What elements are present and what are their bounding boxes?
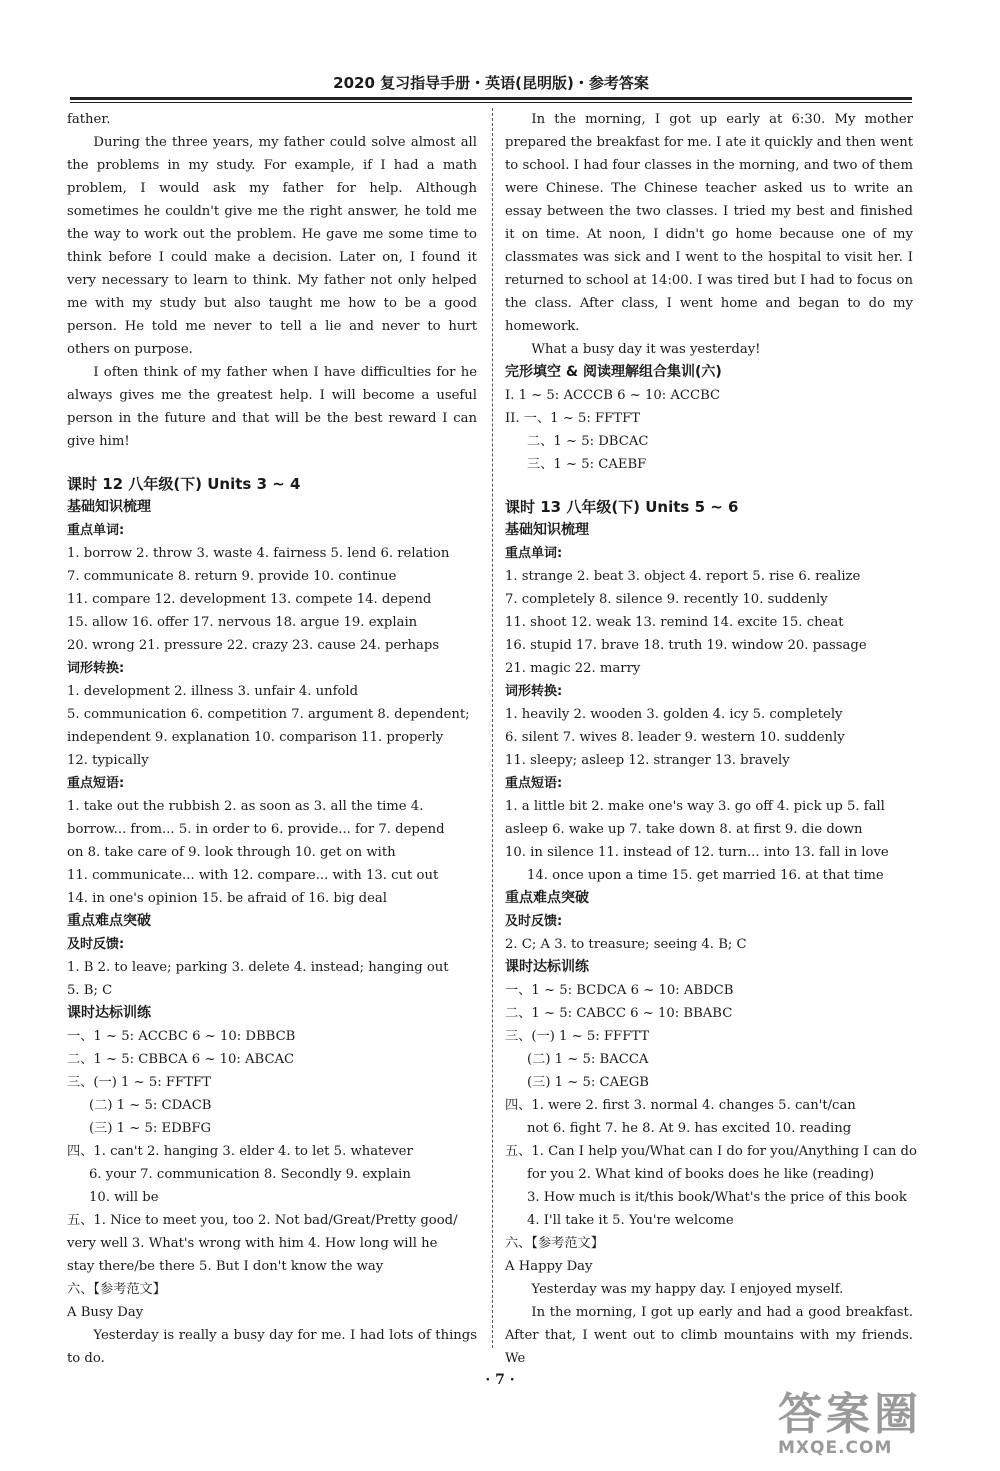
forms-label: 词形转换: (67, 661, 125, 676)
feedback-label: 及时反馈: (67, 937, 125, 952)
column-divider (492, 108, 493, 1348)
essay-paragraph: Yesterday is really a busy day for me. I had lots of things to do. (67, 1328, 477, 1366)
answer-line: 四、1. were 2. first 3. normal 4. changes 5. can't/can (505, 1098, 856, 1113)
essay-paragraph: During the three years, my father could solve almost all the problems in my study. For example, if I had a math problem, I would ask my father for help. Although sometimes he couldn't give me the right answer, he told me the way to work out the problem. He gave me some time to think before I could make a decision. Later on, I found it very necessary to learn to think. My father not only helped me with my study but also taught me how to be a good person. He told me never to tell a lie and never to hurt others on purpose. (67, 135, 477, 357)
answer-line: 5. B; C (67, 983, 113, 998)
answer-line: 5. communication 6. competition 7. argument 8. dependent; (67, 707, 470, 722)
answer-line: 4. I'll take it 5. You're welcome (527, 1213, 734, 1228)
answer-line: 7. completely 8. silence 9. recently 10. suddenly (505, 592, 828, 607)
watermark-brand: 答案圈 (778, 1389, 922, 1440)
answer-line: 1. a little bit 2. make one's way 3. go off 4. pick up 5. fall (505, 799, 885, 814)
answer-line: II. 一、1 ~ 5: FFTFT (505, 411, 641, 426)
answer-line: for you 2. What kind of books does he like (reading) (527, 1167, 875, 1182)
answer-line: 2. C; A 3. to treasure; seeing 4. B; C (505, 937, 747, 952)
answer-line: (二) 1 ~ 5: BACCA (527, 1052, 649, 1067)
header-rule-thick (70, 97, 912, 100)
answer-line: (二) 1 ~ 5: CDACB (89, 1098, 212, 1113)
phrases-label: 重点短语: (67, 776, 125, 791)
answer-line: 1. heavily 2. wooden 3. golden 4. icy 5. completely (505, 707, 843, 722)
essay-paragraph: What a busy day it was yesterday! (531, 342, 761, 357)
page-number: · 7 · (485, 1372, 515, 1388)
answer-line: 二、1 ~ 5: CBBCA 6 ~ 10: ABCAC (67, 1052, 295, 1067)
answer-line: 16. stupid 17. brave 18. truth 19. window 20. passage (505, 638, 867, 653)
answer-line: not 6. fight 7. he 8. At 9. has excited 10. reading (527, 1121, 852, 1136)
answer-line: 11. communicate... with 12. compare... with 13. cut out (67, 868, 439, 883)
essay-label: 六、【参考范文】 (67, 1282, 166, 1297)
header-rule-thin (70, 102, 912, 103)
answer-line: 11. sleepy; asleep 12. stranger 13. bravely (505, 753, 790, 768)
combo-title: 完形填空 & 阅读理解组合集训(六) (505, 364, 722, 380)
answer-line: on 8. take care of 9. look through 10. get on with (67, 845, 396, 860)
phrases-label: 重点短语: (505, 776, 563, 791)
training-title: 课时达标训练 (505, 959, 589, 975)
answer-line: 15. allow 16. offer 17. nervous 18. argue 19. explain (67, 615, 418, 630)
feedback-label: 及时反馈: (505, 914, 563, 929)
right-column (505, 108, 917, 1370)
answer-line: 三、(一) 1 ~ 5: FFFTT (505, 1029, 650, 1044)
answer-line: 6. silent 7. wives 8. leader 9. western 10. suddenly (505, 730, 845, 745)
answer-line: 四、1. can't 2. hanging 3. elder 4. to let 5. whatever (67, 1144, 413, 1159)
page-header: 2020 复习指导手册・英语(昆明版)・参考答案 (333, 74, 649, 92)
difficulty-title: 重点难点突破 (67, 913, 151, 929)
essay-title: A Busy Day (67, 1305, 144, 1320)
answer-line: independent 9. explanation 10. comparison 11. properly (67, 730, 444, 745)
answer-line: I. 1 ~ 5: ACCCB 6 ~ 10: ACCBC (505, 388, 721, 403)
words-label: 重点单词: (505, 546, 563, 561)
essay-continuation-line: father. (67, 112, 111, 127)
watermark-logo (778, 1389, 978, 1462)
answer-line: 五、1. Can I help you/What can I do for you/Anything I can do (505, 1144, 917, 1159)
lesson-title: 课时 13 八年级(下) Units 5 ~ 6 (505, 498, 739, 516)
training-title: 课时达标训练 (67, 1005, 151, 1021)
words-label: 重点单词: (67, 523, 125, 538)
answer-line: (三) 1 ~ 5: EDBFG (89, 1121, 212, 1136)
essay-label: 六、【参考范文】 (505, 1236, 604, 1251)
answer-line: 12. typically (67, 753, 149, 768)
answer-line: 1. borrow 2. throw 3. waste 4. fairness 5. lend 6. relation (67, 546, 450, 561)
answer-line: 11. compare 12. development 13. compete 14. depend (67, 592, 432, 607)
basics-title: 基础知识梳理 (505, 522, 589, 538)
answer-line: very well 3. What's wrong with him 4. How long will he (67, 1236, 438, 1251)
answer-line: 一、1 ~ 5: BCDCA 6 ~ 10: ABDCB (505, 983, 734, 998)
answer-line: 五、1. Nice to meet you, too 2. Not bad/Great/Pretty good/ (67, 1213, 458, 1228)
answer-line: 三、(一) 1 ~ 5: FFTFT (67, 1075, 211, 1090)
answer-line: 6. your 7. communication 8. Secondly 9. explain (89, 1167, 411, 1182)
lesson-title: 课时 12 八年级(下) Units 3 ~ 4 (67, 475, 301, 493)
answer-line: 21. magic 22. marry (505, 661, 641, 676)
answer-line: 1. B 2. to leave; parking 3. delete 4. instead; hanging out (67, 960, 449, 975)
watermark-url: MXQE.COM (778, 1438, 893, 1458)
essay-paragraph: I often think of my father when I have difficulties for he always gives me the greatest help. I will become a useful person in the future and that will be the best reward I can give him! (67, 365, 477, 449)
answer-line: 14. in one's opinion 15. be afraid of 16. big deal (67, 891, 387, 906)
answer-line: 1. strange 2. beat 3. object 4. report 5. rise 6. realize (505, 569, 861, 584)
essay-paragraph: In the morning, I got up early and had a good breakfast. After that, I went out to climb mountains with my friends. We (505, 1305, 913, 1366)
answer-line: 20. wrong 21. pressure 22. crazy 23. cause 24. perhaps (67, 638, 440, 653)
answer-line: 二、1 ~ 5: CABCC 6 ~ 10: BBABC (505, 1006, 733, 1021)
answer-line: (三) 1 ~ 5: CAEGB (527, 1075, 649, 1090)
essay-paragraph: Yesterday was my happy day. I enjoyed myself. (531, 1282, 844, 1297)
answer-line: 一、1 ~ 5: ACCBC 6 ~ 10: DBBCB (67, 1029, 296, 1044)
answer-line: 14. once upon a time 15. get married 16. at that time (527, 868, 884, 883)
difficulty-title: 重点难点突破 (505, 890, 589, 906)
answer-line: stay there/be there 5. But I don't know the way (67, 1259, 384, 1274)
answer-line: asleep 6. wake up 7. take down 8. at first 9. die down (505, 822, 863, 837)
essay-title: A Happy Day (505, 1259, 593, 1274)
answer-line: 10. will be (89, 1190, 159, 1205)
answer-line: 7. communicate 8. return 9. provide 10. continue (67, 569, 397, 584)
left-column (67, 108, 477, 1370)
answer-line: 3. How much is it/this book/What's the price of this book (527, 1190, 907, 1205)
essay-paragraph: In the morning, I got up early at 6:30. My mother prepared the breakfast for me. I ate it quickly and then went to school. I had four classes in the morning, and two of them were Chinese. The Chinese teacher asked us to write an essay between the two classes. I tried my best and finished it on time. At noon, I didn't go home because one of my classmates was sick and I went to the hospital to visit her. I returned to school at 14:00. I was tired but I had to focus on the class. After class, I went home and began to do my homework. (505, 112, 913, 334)
forms-label: 词形转换: (505, 684, 563, 699)
answer-line: 11. shoot 12. weak 13. remind 14. excite 15. cheat (505, 615, 844, 630)
answer-line: 三、1 ~ 5: CAEBF (527, 457, 647, 472)
answer-line: borrow... from... 5. in order to 6. provide... for 7. depend (67, 822, 445, 837)
answer-line: 二、1 ~ 5: DBCAC (527, 434, 649, 449)
answer-line: 1. development 2. illness 3. unfair 4. unfold (67, 684, 359, 699)
answer-line: 10. in silence 11. instead of 12. turn... into 13. fall in love (505, 845, 889, 860)
basics-title: 基础知识梳理 (67, 499, 151, 515)
answer-line: 1. take out the rubbish 2. as soon as 3. all the time 4. (67, 799, 424, 814)
